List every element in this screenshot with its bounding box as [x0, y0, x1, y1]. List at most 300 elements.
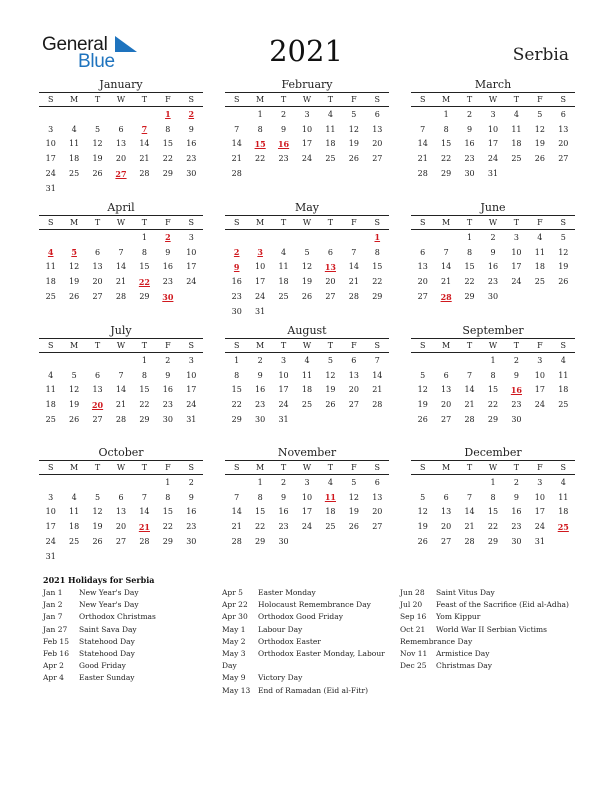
day-cell: 28 [231, 537, 242, 547]
weekday-label: F [165, 463, 171, 472]
day-cell: 9 [188, 492, 194, 502]
day-cell: 9 [165, 247, 171, 257]
weekday-label: T [466, 218, 473, 227]
weekday-label: F [537, 218, 543, 227]
holiday-name: Armistice Day [436, 649, 490, 659]
holiday-day: 11 [324, 492, 336, 503]
day-cell: 20 [115, 522, 127, 532]
holiday-day: 27 [115, 168, 127, 179]
weekday-label: S [188, 463, 195, 472]
weekday-label: W [116, 341, 126, 350]
holiday-name: Statehood Day [79, 636, 135, 646]
day-cell: 1 [443, 109, 449, 119]
holiday-name: New Year's Day [79, 588, 139, 597]
day-cell: 6 [351, 355, 357, 365]
holiday-day: 25 [557, 521, 569, 532]
holiday-name: Good Friday [79, 661, 126, 671]
day-cell: 17 [301, 507, 313, 517]
weekday-label: W [302, 218, 312, 227]
holiday-day: 2 [165, 232, 171, 243]
holiday-name: Orthodox Easter [258, 636, 321, 646]
day-cell: 22 [162, 154, 173, 164]
holiday-entry [222, 587, 392, 599]
weekday-label: W [302, 341, 312, 350]
day-cell: 20 [417, 277, 428, 287]
holiday-entry [43, 660, 213, 672]
weekday-label: S [374, 218, 381, 227]
weekday-label: S [560, 218, 567, 227]
day-cell: 28 [417, 169, 428, 179]
day-cell: 31 [186, 415, 197, 425]
day-cell: 3 [188, 232, 194, 242]
day-cell: 11 [301, 370, 313, 380]
holiday-entry [400, 648, 570, 660]
day-cell: 3 [537, 477, 543, 487]
day-cell: 7 [234, 124, 240, 134]
month-october [39, 446, 203, 564]
day-grid [39, 475, 203, 564]
day-cell: 25 [69, 537, 80, 547]
holiday-day: 5 [71, 247, 77, 258]
weekday-label: T [327, 341, 334, 350]
holiday-date: Feb 15 [43, 636, 69, 646]
day-cell: 11 [534, 247, 545, 257]
day-cell: 27 [558, 154, 569, 164]
day-cell: 11 [45, 385, 56, 395]
weekday-label: M [256, 341, 265, 350]
day-cell: 3 [304, 109, 310, 119]
holiday-entry [400, 599, 570, 611]
day-cell: 30 [162, 415, 173, 425]
day-cell: 6 [374, 109, 380, 119]
weekday-header [225, 461, 389, 475]
weekday-label: T [466, 341, 473, 350]
holiday-day: 4 [47, 247, 54, 258]
holiday-name: Saint Vitus Day [436, 588, 495, 597]
day-cell: 17 [301, 139, 313, 149]
day-cell: 2 [281, 109, 287, 119]
weekday-label: S [233, 218, 240, 227]
holiday-name: End of Ramadan (Eid al-Fitr) [258, 685, 369, 695]
day-cell: 16 [186, 507, 197, 517]
weekday-label: F [351, 341, 357, 350]
day-cell: 7 [443, 247, 449, 257]
weekday-label: W [488, 95, 498, 104]
day-cell: 25 [511, 154, 522, 164]
day-cell: 22 [139, 400, 150, 410]
weekday-label: S [374, 341, 381, 350]
day-cell: 18 [45, 277, 56, 287]
country-name: Serbia [512, 45, 569, 65]
day-cell: 12 [558, 247, 569, 257]
day-cell: 12 [301, 262, 313, 272]
day-cell: 23 [255, 400, 266, 410]
month-name: May [294, 201, 320, 214]
day-cell: 24 [45, 169, 56, 179]
day-cell: 8 [374, 247, 380, 257]
weekday-label: S [47, 218, 54, 227]
weekday-label: M [70, 218, 79, 227]
day-cell: 27 [372, 154, 383, 164]
holiday-day: 15 [254, 138, 266, 149]
weekday-label: S [419, 218, 426, 227]
day-cell: 10 [186, 370, 197, 380]
holiday-name: Easter Sunday [79, 673, 135, 683]
day-cell: 14 [372, 370, 383, 380]
holiday-date: May 2 [222, 636, 246, 646]
day-cell: 4 [48, 370, 54, 380]
day-cell: 29 [255, 537, 266, 547]
day-cell: 10 [301, 492, 313, 502]
day-cell: 26 [301, 292, 313, 302]
day-cell: 10 [534, 492, 545, 502]
day-cell: 23 [231, 292, 242, 302]
day-cell: 27 [325, 292, 336, 302]
weekday-label: T [141, 341, 148, 350]
holiday-name: Victory Day [258, 673, 303, 683]
day-cell: 2 [513, 477, 519, 487]
weekday-label: W [488, 341, 498, 350]
weekday-label: T [466, 463, 473, 472]
holiday-date: Oct 21 [400, 624, 426, 634]
weekday-label: S [560, 341, 567, 350]
day-cell: 3 [304, 477, 310, 487]
day-cell: 25 [534, 277, 545, 287]
day-cell: 22 [255, 154, 266, 164]
month-september [411, 324, 575, 427]
weekday-label: F [165, 95, 171, 104]
weekday-label: M [442, 218, 451, 227]
holiday-entry [222, 636, 392, 648]
day-cell: 5 [95, 124, 101, 134]
day-cell: 30 [278, 537, 289, 547]
day-cell: 19 [417, 400, 428, 410]
day-cell: 31 [45, 551, 56, 561]
weekday-label: F [165, 341, 171, 350]
day-cell: 13 [92, 262, 103, 272]
day-cell: 6 [374, 477, 380, 487]
day-cell: 22 [487, 522, 499, 532]
holiday-date: Jul 20 [400, 600, 423, 610]
day-cell: 4 [281, 247, 287, 257]
day-cell: 4 [560, 477, 566, 487]
day-cell: 14 [115, 262, 127, 272]
day-cell: 12 [348, 492, 359, 502]
day-cell: 29 [162, 537, 173, 547]
holiday-entry [43, 672, 213, 684]
holiday-entry [222, 624, 392, 636]
day-cell: 14 [231, 139, 242, 149]
day-cell: 20 [325, 277, 336, 287]
day-cell: 8 [165, 492, 171, 502]
day-cell: 26 [417, 415, 428, 425]
day-cell: 28 [139, 537, 150, 547]
holiday-entry [43, 599, 213, 611]
weekday-label: S [47, 341, 54, 350]
day-cell: 21 [441, 277, 452, 287]
day-cell: 23 [278, 154, 289, 164]
holiday-day: 3 [257, 247, 263, 258]
day-cell: 27 [92, 415, 103, 425]
day-cell: 21 [139, 154, 150, 164]
day-cell: 25 [301, 400, 313, 410]
weekday-label: M [442, 463, 451, 472]
day-cell: 18 [558, 385, 569, 395]
weekday-label: T [327, 95, 334, 104]
day-cell: 8 [141, 370, 147, 380]
day-cell: 7 [141, 492, 147, 502]
day-cell: 19 [92, 154, 103, 164]
day-cell: 28 [115, 415, 127, 425]
weekday-label: T [94, 95, 101, 104]
month-name: August [287, 324, 327, 337]
day-cell: 9 [281, 492, 287, 502]
weekday-header [411, 339, 575, 353]
day-cell: 10 [487, 124, 499, 134]
day-cell: 6 [443, 492, 449, 502]
day-cell: 7 [118, 247, 124, 257]
day-cell: 21 [417, 154, 428, 164]
day-cell: 23 [186, 154, 197, 164]
month-january [39, 78, 203, 196]
holiday-entry [400, 624, 570, 648]
day-cell: 7 [467, 492, 473, 502]
holiday-day: 2 [188, 109, 195, 120]
holiday-date: Feb 16 [43, 649, 69, 659]
day-cell: 8 [257, 492, 263, 502]
day-cell: 16 [186, 139, 197, 149]
day-cell: 24 [511, 277, 522, 287]
holiday-date: Jan 1 [43, 588, 63, 597]
day-cell: 24 [487, 154, 499, 164]
day-grid [225, 353, 389, 427]
day-cell: 15 [372, 262, 383, 272]
weekday-label: S [233, 341, 240, 350]
day-cell: 31 [278, 415, 289, 425]
day-cell: 29 [487, 415, 499, 425]
day-cell: 5 [420, 492, 426, 502]
day-cell: 14 [441, 262, 452, 272]
day-cell: 14 [464, 385, 475, 395]
holiday-day: 7 [141, 124, 148, 135]
day-cell: 29 [139, 292, 150, 302]
day-cell: 13 [558, 124, 569, 134]
weekday-label: M [442, 95, 451, 104]
weekday-header [39, 461, 203, 475]
day-cell: 5 [95, 492, 101, 502]
day-cell: 20 [372, 139, 383, 149]
holidays-title: 2021 Holidays for Serbia [43, 575, 155, 585]
day-cell: 12 [92, 139, 103, 149]
day-cell: 15 [255, 507, 266, 517]
weekday-label: M [256, 463, 265, 472]
day-cell: 23 [186, 522, 197, 532]
day-grid [411, 107, 575, 181]
day-cell: 23 [511, 522, 522, 532]
holiday-date: Apr 2 [43, 661, 64, 671]
day-cell: 18 [278, 277, 289, 287]
holiday-name: Feast of the Sacrifice (Eid al-Adha) [436, 600, 569, 610]
weekday-label: T [280, 218, 287, 227]
day-cell: 13 [115, 507, 127, 517]
month-name: October [98, 446, 144, 459]
holiday-date: Jan 27 [43, 624, 68, 634]
day-cell: 29 [487, 537, 499, 547]
day-cell: 19 [69, 277, 80, 287]
day-cell: 10 [534, 370, 545, 380]
day-cell: 24 [534, 400, 545, 410]
day-cell: 22 [231, 400, 242, 410]
day-cell: 26 [348, 154, 359, 164]
day-cell: 18 [69, 154, 80, 164]
day-cell: 15 [139, 262, 150, 272]
day-cell: 30 [186, 537, 197, 547]
holiday-date: Apr 22 [222, 600, 248, 610]
weekday-label: T [141, 218, 148, 227]
weekday-label: F [537, 341, 543, 350]
day-cell: 21 [115, 400, 127, 410]
holiday-name: Yom Kippur [436, 612, 481, 622]
day-cell: 21 [231, 154, 242, 164]
weekday-label: S [419, 341, 426, 350]
day-cell: 6 [95, 370, 101, 380]
day-cell: 9 [490, 247, 496, 257]
weekday-label: F [537, 95, 543, 104]
day-cell: 13 [372, 124, 383, 134]
day-cell: 9 [257, 370, 263, 380]
day-grid [225, 107, 389, 181]
day-cell: 5 [537, 109, 543, 119]
weekday-header [225, 216, 389, 230]
day-cell: 28 [464, 415, 475, 425]
day-cell: 27 [441, 415, 452, 425]
holiday-entry [43, 624, 213, 636]
holiday-date: May 3 [222, 649, 246, 659]
weekday-label: T [94, 218, 101, 227]
weekday-label: W [488, 463, 498, 472]
weekday-label: F [165, 218, 171, 227]
day-cell: 20 [441, 522, 452, 532]
day-cell: 26 [534, 154, 545, 164]
weekday-header [411, 461, 575, 475]
day-cell: 23 [511, 400, 522, 410]
day-cell: 29 [372, 292, 383, 302]
day-cell: 31 [45, 183, 56, 193]
holiday-name: New Year's Day [79, 600, 139, 610]
day-cell: 24 [186, 277, 197, 287]
day-cell: 4 [560, 355, 566, 365]
weekday-label: M [70, 95, 79, 104]
day-cell: 15 [162, 507, 173, 517]
day-cell: 1 [165, 477, 171, 487]
day-cell: 12 [534, 124, 545, 134]
day-cell: 11 [558, 492, 569, 502]
day-cell: 16 [162, 262, 173, 272]
day-cell: 8 [490, 492, 496, 502]
weekday-label: T [94, 341, 101, 350]
month-name: January [99, 78, 143, 91]
weekday-label: S [47, 95, 54, 104]
day-cell: 25 [325, 522, 336, 532]
holiday-name: Labour Day [258, 624, 303, 634]
day-cell: 24 [186, 400, 197, 410]
holiday-name: Easter Monday [258, 588, 316, 597]
day-cell: 30 [255, 415, 266, 425]
day-cell: 12 [92, 507, 103, 517]
day-cell: 14 [464, 507, 475, 517]
day-cell: 2 [467, 109, 473, 119]
day-cell: 4 [513, 109, 519, 119]
day-cell: 3 [537, 355, 543, 365]
weekday-label: F [537, 463, 543, 472]
day-cell: 1 [467, 232, 473, 242]
month-name: March [474, 78, 512, 91]
day-cell: 9 [467, 124, 473, 134]
month-february [225, 78, 389, 181]
holiday-name: Saint Sava Day [79, 624, 137, 634]
day-cell: 9 [165, 370, 171, 380]
day-cell: 8 [443, 124, 449, 134]
day-cell: 8 [234, 370, 240, 380]
day-cell: 9 [513, 492, 519, 502]
holiday-date: Jan 7 [43, 612, 63, 622]
month-december [411, 446, 575, 549]
day-cell: 10 [511, 247, 522, 257]
day-cell: 8 [141, 247, 147, 257]
day-cell: 29 [162, 169, 173, 179]
day-cell: 27 [348, 400, 359, 410]
day-cell: 24 [278, 400, 289, 410]
holiday-entry [43, 648, 213, 660]
holiday-entry [43, 636, 213, 648]
day-cell: 8 [490, 370, 496, 380]
weekday-header [225, 339, 389, 353]
holiday-day: 1 [374, 232, 381, 243]
day-cell: 18 [301, 385, 313, 395]
holiday-date: May 9 [222, 673, 246, 683]
weekday-label: M [256, 95, 265, 104]
day-cell: 3 [48, 124, 54, 134]
holiday-day: 9 [233, 261, 240, 272]
day-cell: 1 [141, 232, 147, 242]
day-cell: 1 [257, 109, 263, 119]
day-cell: 23 [487, 277, 499, 287]
holiday-name: Orthodox Christmas [79, 612, 156, 622]
day-cell: 4 [537, 232, 543, 242]
weekday-label: F [351, 95, 357, 104]
day-cell: 18 [534, 262, 545, 272]
weekday-header [411, 93, 575, 107]
day-cell: 27 [115, 537, 127, 547]
holiday-name: Orthodox Easter Monday, Labour Day [222, 649, 385, 671]
day-cell: 7 [374, 355, 380, 365]
day-grid [411, 475, 575, 549]
day-cell: 10 [301, 124, 313, 134]
day-cell: 25 [69, 169, 80, 179]
day-cell: 3 [188, 355, 194, 365]
day-cell: 30 [231, 306, 242, 316]
holiday-day: 1 [165, 109, 171, 120]
day-cell: 29 [231, 415, 242, 425]
day-cell: 13 [115, 139, 127, 149]
holiday-day: 28 [440, 291, 452, 302]
day-cell: 14 [417, 139, 428, 149]
holiday-date: Nov 11 [400, 649, 428, 659]
holiday-day: 16 [277, 138, 290, 149]
day-cell: 12 [69, 262, 80, 272]
day-cell: 20 [558, 139, 569, 149]
day-cell: 2 [257, 355, 263, 365]
